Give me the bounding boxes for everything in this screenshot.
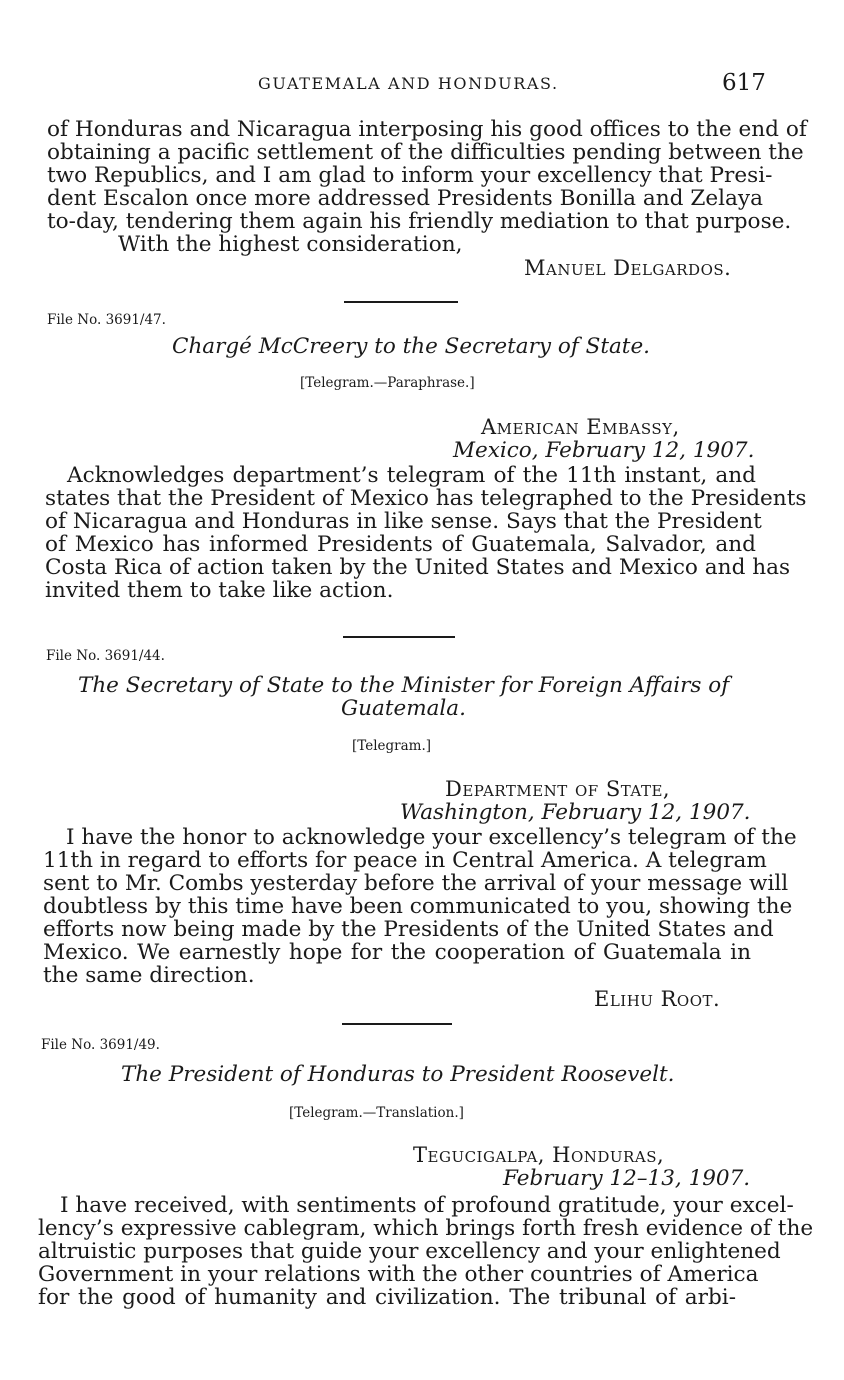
telegram-note: [Telegram.—Paraphrase.]	[300, 375, 475, 391]
document-title-line: Guatemala.	[341, 696, 466, 721]
paragraph-line: of Nicaragua and Honduras in like sense. Says that the President	[45, 509, 762, 534]
paragraph-line: sent to Mr. Combs yesterday before the arrival of your message will	[43, 871, 789, 896]
file-number: File No. 3691/47.	[47, 312, 166, 328]
paragraph-line: efforts now being made by the Presidents of the United States and	[43, 917, 774, 942]
paragraph-line: for the good of humanity and civilization. The tribunal of arbi-	[38, 1285, 736, 1310]
paragraph-line: obtaining a pacific settlement of the difficulties pending between the	[47, 140, 804, 165]
date-line: Washington, February 12, 1907.	[400, 800, 751, 825]
paragraph-line: states that the President of Mexico has telegraphed to the Presidents	[45, 486, 807, 511]
telegram-note: [Telegram.]	[352, 738, 432, 754]
paragraph-line: two Republics, and I am glad to inform your excellency that Presi-	[47, 163, 773, 188]
paragraph-line: of Honduras and Nicaragua interposing his good offices to the end of	[47, 117, 807, 142]
running-title: GUATEMALA AND HONDURAS.	[258, 74, 559, 93]
closing-line: With the highest consideration,	[118, 232, 463, 257]
paragraph-line: doubtless by this time have been communicated to you, showing the	[43, 894, 793, 919]
paragraph-line: Acknowledges department’s telegram of the 11th instant, and	[67, 463, 756, 488]
file-number: File No. 3691/49.	[41, 1037, 160, 1053]
paragraph-line: lency’s expressive cablegram, which brings forth fresh evidence of the	[38, 1216, 814, 1241]
page-number: 617	[722, 70, 766, 96]
file-number: File No. 3691/44.	[46, 648, 165, 664]
place-line: Tegucigalpa, Honduras,	[413, 1143, 665, 1167]
date-line: Mexico, February 12, 1907.	[453, 438, 755, 463]
paragraph-line: I have the honor to acknowledge your excellency’s telegram of the	[66, 825, 797, 850]
date-line: February 12–13, 1907.	[503, 1166, 751, 1191]
paragraph-line: dent Escalon once more addressed Presidents Bonilla and Zelaya	[47, 186, 763, 211]
section-divider	[344, 301, 458, 303]
paragraph-line: Costa Rica of action taken by the United States and Mexico and has	[45, 555, 791, 580]
document-title: Chargé McCreery to the Secretary of State.	[172, 334, 650, 359]
place-line: Department of State,	[445, 777, 671, 801]
document-title: The President of Honduras to President Roosevelt.	[121, 1062, 675, 1087]
paragraph-line: of Mexico has informed Presidents of Guatemala, Salvador, and	[45, 532, 756, 557]
signature: Manuel Delgardos.	[524, 256, 732, 280]
paragraph-line: Mexico. We earnestly hope for the cooperation of Guatemala in	[43, 940, 751, 965]
section-divider	[342, 1023, 452, 1025]
paragraph-line: invited them to take like action.	[45, 578, 394, 603]
paragraph-line: 11th in regard to efforts for peace in Central America. A telegram	[43, 848, 767, 873]
section-divider	[343, 636, 455, 638]
paragraph-line: I have received, with sentiments of profound gratitude, your excel-	[60, 1193, 794, 1218]
paragraph-line: to-day, tendering them again his friendly mediation to that purpose.	[47, 209, 792, 234]
place-line: American Embassy,	[481, 415, 680, 439]
paragraph-line: the same direction.	[43, 963, 255, 988]
telegram-note: [Telegram.—Translation.]	[289, 1105, 464, 1121]
signature: Elihu Root.	[594, 987, 721, 1011]
paragraph-line: altruistic purposes that guide your excellency and your enlightened	[38, 1239, 781, 1264]
document-title-line: The Secretary of State to the Minister for Foreign Affairs of	[78, 673, 730, 698]
paragraph-line: Government in your relations with the other countries of America	[38, 1262, 759, 1287]
